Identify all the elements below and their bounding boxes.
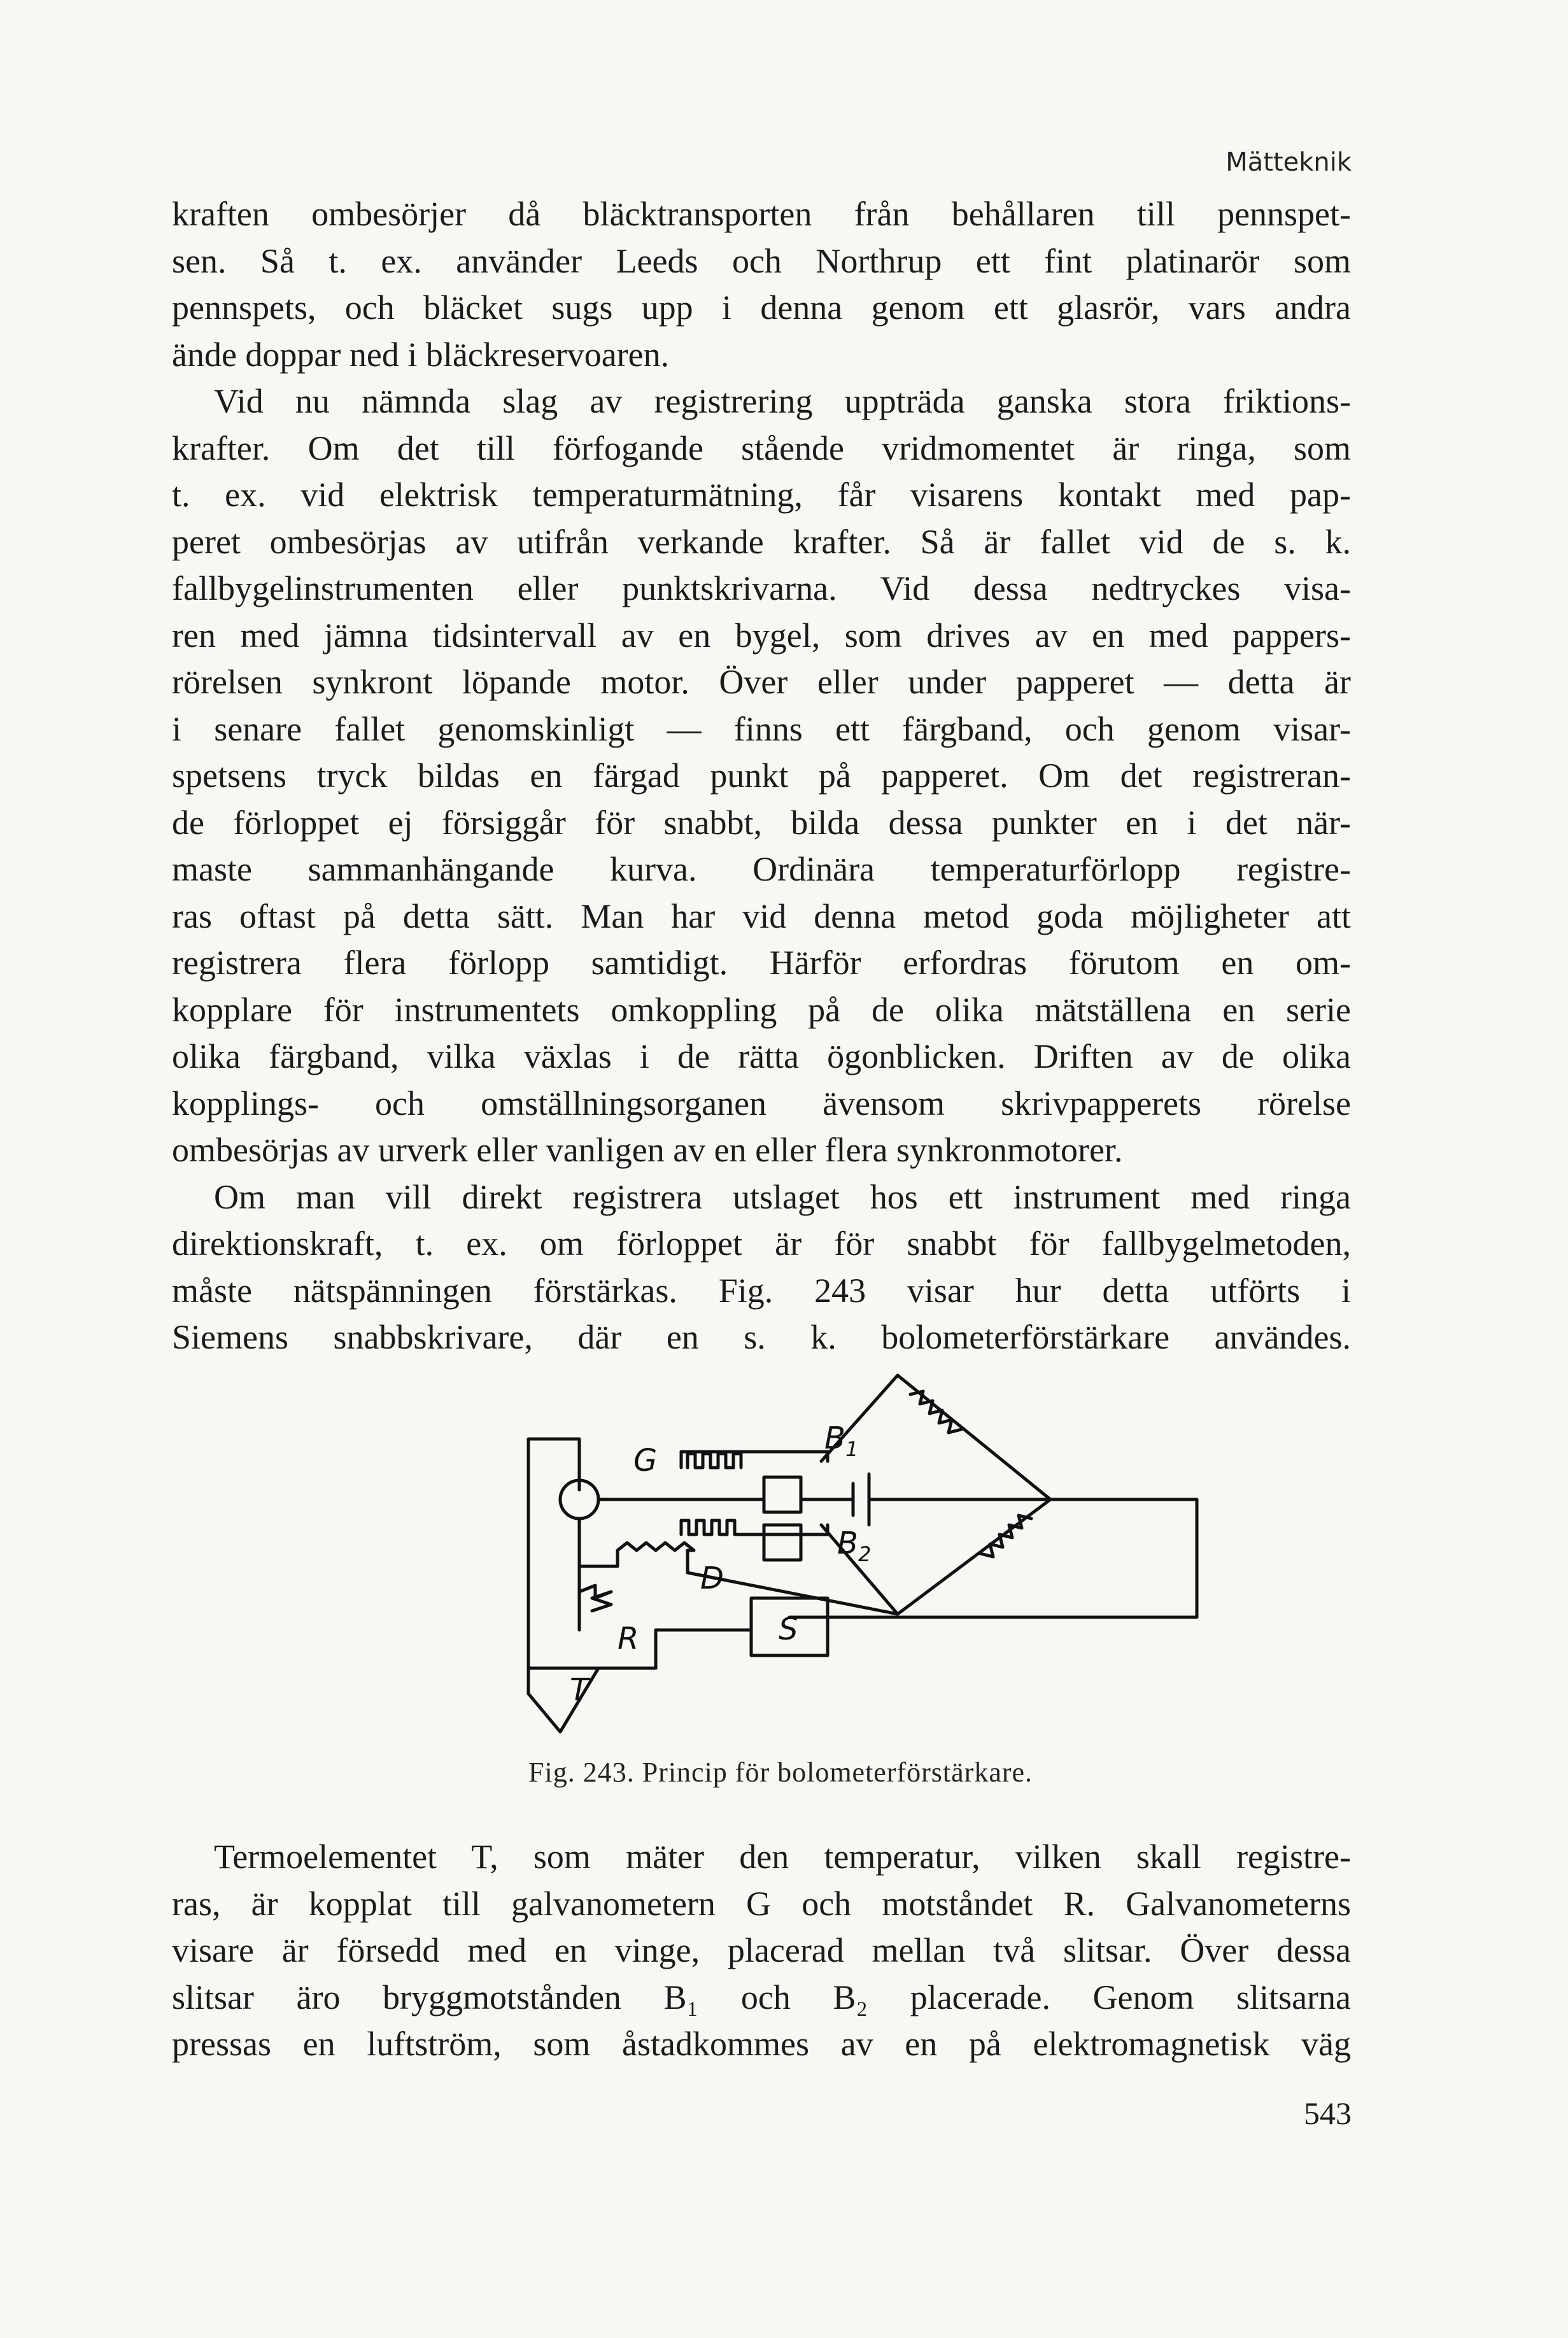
- text-line: kopplings- och omställningsorganen ävensom skrivpapperets rörelse: [172, 1084, 1351, 1123]
- label-b1-sub: 1: [845, 1437, 859, 1461]
- text-line: registrera flera förlopp samtidigt. Härför erfordras förutom en om-: [172, 944, 1351, 982]
- slit-block-upper: [764, 1477, 801, 1512]
- label-t: T: [570, 1672, 589, 1708]
- figure-caption: Fig. 243. Princip för bolometerförstärkare.: [528, 1757, 1033, 1788]
- running-header: Mätteknik: [1225, 148, 1352, 177]
- text-line: maste sammanhängande kurva. Ordinära temperaturförlopp registre-: [172, 850, 1351, 888]
- wire-s-to-t: [656, 1630, 751, 1668]
- label-g: G: [633, 1443, 658, 1478]
- text-line: spetsens tryck bildas en färgad punkt på papperet. Om det registreran-: [172, 756, 1351, 795]
- label-s: S: [779, 1612, 798, 1647]
- text-line: fallbygelinstrumenten eller punktskrivarna. Vid dessa nedtryckes visa-: [172, 569, 1351, 607]
- battery-symbol: [801, 1474, 1050, 1525]
- text-line: ände doppar ned i bläckreservoaren.: [172, 335, 670, 374]
- page-number: 543: [1304, 2095, 1352, 2131]
- text-line: t. ex. vid elektrisk temperaturmätning, får visarens kontakt med pap-: [172, 476, 1351, 514]
- label-b2-sub: 2: [858, 1542, 872, 1566]
- text-line: krafter. Om det till förfogande stående vridmomentet är ringa, som: [172, 429, 1351, 467]
- text-line: Termoelementet T, som mäter den temperatur, vilken skall registre-: [214, 1838, 1351, 1876]
- text-line: Siemens snabbskrivare, där en s. k. bolometerförstärkare användes.: [172, 1318, 1351, 1356]
- text-line: ras oftast på detta sätt. Man har vid denna metod goda möjligheter att: [172, 896, 1351, 935]
- bridge-resistor-lower: [980, 1515, 1031, 1557]
- text-line: de förloppet ej försiggår för snabbt, bilda dessa punkter en i det när-: [172, 803, 1351, 842]
- label-b1-letter: B: [824, 1421, 845, 1456]
- text-line: visare är försedd med en vinge, placerad mellan två slitsar. Över dessa: [172, 1931, 1351, 1969]
- text-line: sen. Så t. ex. använder Leeds och Northrup ett fint platinarör som: [172, 241, 1351, 280]
- resistor-b1-zigzag: [688, 1454, 741, 1468]
- label-b2: [837, 1526, 871, 1566]
- text-line: kraften ombesörjer då bläcktransporten från behållaren till pennspet-: [172, 195, 1351, 233]
- text-line: måste nätspänningen förstärkas. Fig. 243 visar hur detta utförts i: [172, 1271, 1351, 1310]
- text-line: ras, är kopplat till galvanometern G och motståndet R. Galvanometerns: [172, 1884, 1351, 1923]
- text-line: rörelsen synkront löpande motor. Över eller under papperet — detta är: [172, 663, 1351, 701]
- text-line: ombesörjas av urverk eller vanligen av en eller flera synkronmotorer.: [172, 1131, 1123, 1169]
- text-line: Vid nu nämnda slag av registrering uppträda ganska stora friktions-: [214, 382, 1351, 420]
- resistor-r: [579, 1566, 611, 1630]
- text-line: slitsar äro bryggmotstånden B₁ och B₂ placerade. Genom slitsarna: [172, 1978, 1351, 2016]
- main-text-bottom: [172, 1834, 1351, 2068]
- slit-block-lower: [764, 1525, 801, 1560]
- main-text-top: [172, 191, 1351, 1361]
- text-line: pennspets, och bläcket sugs upp i denna genom ett glasrör, vars andra: [172, 288, 1351, 327]
- text-line: direktionskraft, t. ex. om förloppet är för snabbt för fallbygelmetoden,: [172, 1224, 1351, 1263]
- text-line: Om man vill direkt registrera utslaget hos ett instrument med ringa: [214, 1177, 1351, 1216]
- text-line: ren med jämna tidsintervall av en bygel, som drives av en med pappers-: [172, 616, 1351, 655]
- text-line: peret ombesörjas av utifrån verkande krafter. Så är fallet vid de s. k.: [172, 522, 1351, 561]
- text-line: pressas en luftström, som åstadkommes av en på elektromagnetisk väg: [172, 2025, 1351, 2063]
- text-line: i senare fallet genomskinligt — finns ett färgband, och genom visar-: [172, 709, 1351, 748]
- bolometer-amplifier-diagram: [497, 1363, 1210, 1745]
- label-r: R: [618, 1621, 639, 1657]
- label-d: D: [700, 1561, 724, 1596]
- text-line: olika färgband, vilka växlas i de rätta ögonblicken. Driften av de olika: [172, 1037, 1351, 1075]
- text-line: kopplare för instrumentets omkoppling på de olika mätställena en serie: [172, 990, 1351, 1029]
- bridge-resistor-upper: [910, 1391, 961, 1433]
- resistor-b2: [681, 1520, 828, 1534]
- label-b2-letter: B: [837, 1526, 858, 1561]
